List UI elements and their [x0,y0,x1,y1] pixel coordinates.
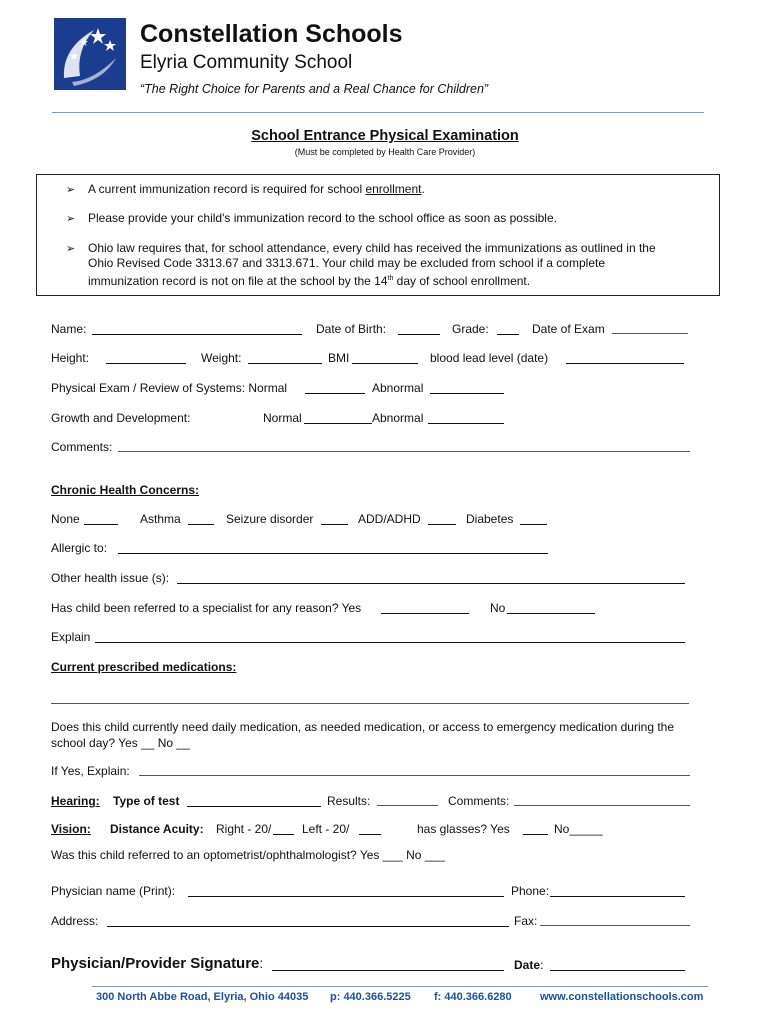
none-label: None [51,512,80,526]
footer-fax: f: 440.366.6280 [434,991,512,1003]
medications-heading: Current prescribed medications: [51,660,237,674]
dob-label: Date of Birth: [316,322,387,336]
arrow-bullet-icon: ➢ [66,184,76,196]
address-label: Address: [51,914,99,928]
notice-bullet-2: ➢ Please provide your child's immunization record to the school office as soon as possible. [66,211,557,225]
form-subtitle: (Must be completed by Health Care Provider) [294,147,476,157]
sig-date-field[interactable] [550,958,685,971]
lead-field[interactable] [566,351,684,364]
if-yes-field[interactable] [139,764,690,776]
address-field[interactable] [107,914,509,927]
name-row [51,322,86,336]
fax-label: Fax: [514,914,538,928]
comments-label: Comments: [51,440,113,454]
hearing-type-label: Type of test [113,794,180,808]
explain-label: Explain [51,630,91,644]
notice-bullet-3: ➢ Ohio law requires that, for school attendance, every child has received the immunizations as outlined in the [66,241,656,255]
diabetes-field[interactable] [520,512,547,525]
hearing-results-label: Results: [327,794,371,808]
fax-field[interactable] [540,914,690,926]
distance-acuity-label: Distance Acuity: [110,822,204,836]
glasses-label: has glasses? Yes [417,822,510,836]
org-name: Constellation Schools [140,20,403,48]
name-label: Name: [51,322,87,336]
footer-divider [92,986,708,987]
if-yes-label: If Yes, Explain: [51,764,130,778]
height-field[interactable] [106,351,186,364]
chronic-heading: Chronic Health Concerns: [51,483,200,497]
arrow-bullet-icon: ➢ [66,213,76,225]
dob-field[interactable] [398,322,440,335]
signature-row: Physician/Provider Signature: [51,955,264,972]
left-eye-field[interactable] [359,822,381,835]
physician-name-label: Physician name (Print): [51,884,176,898]
right-eye-label: Right - 20/ [216,822,272,836]
optometrist-referral: Was this child referred to an optometrist/ophthalmologist? Yes ___ No ___ [51,848,445,862]
referred-no-label: No [490,601,506,615]
phys-abnormal-field[interactable] [430,381,504,394]
grade-label: Grade: [452,322,489,336]
tagline: “The Right Choice for Parents and a Real Chance for Children” [140,82,489,96]
name-field[interactable] [92,322,302,335]
height-label: Height: [51,351,90,365]
glasses-yes-field[interactable] [523,822,548,835]
adhd-field[interactable] [428,512,456,525]
explain-field[interactable] [95,630,685,643]
other-health-field[interactable] [177,571,685,584]
header-divider [52,112,704,113]
growth-label: Growth and Development: [51,411,191,425]
referred-label: Has child been referred to a specialist for any reason? Yes [51,601,362,615]
footer-address: 300 North Abbe Road, Elyria, Ohio 44035 [96,991,309,1003]
hearing-results-field[interactable] [377,794,438,806]
weight-field[interactable] [248,351,322,364]
constellation-logo-icon [54,18,126,90]
notice-bullet-1: ➢ A current immunization record is required for school enrollment. [66,182,425,196]
physician-name-field[interactable] [188,884,504,897]
hearing-comments-label: Comments: [448,794,510,808]
school-name: Elyria Community School [140,52,353,73]
growth-normal-label: Normal [263,411,302,425]
notice-bullet-3-line2: Ohio Revised Code 3313.67 and 3313.671. Your child may be excluded from school if a complete [88,256,605,270]
phys-normal-field[interactable] [305,381,365,394]
sig-date-row: Date: [514,958,544,972]
lead-label: blood lead level (date) [430,351,549,365]
arrow-bullet-icon: ➢ [66,243,76,255]
bmi-label: BMI [328,351,350,365]
date-exam-field[interactable] [612,322,688,334]
hearing-type-field[interactable] [187,794,321,807]
other-health-label: Other health issue (s): [51,571,170,585]
none-field[interactable] [84,512,118,525]
footer-phone: p: 440.366.5225 [330,991,411,1003]
med-question-line1: Does this child currently need daily medication, as needed medication, or access to emergency medication during the [51,720,675,734]
growth-normal-field[interactable] [304,411,372,424]
left-eye-label: Left - 20/ [302,822,350,836]
phys-abnormal-label: Abnormal [372,381,424,395]
grade-field[interactable] [497,322,519,335]
allergic-field[interactable] [118,541,548,554]
diabetes-label: Diabetes [466,512,514,526]
signature-field[interactable] [272,957,504,971]
vision-label: Vision: [51,822,91,836]
notice-bullet-3-line3: immunization record is not on file at the school by the 14th day of school enrollment. [88,274,531,288]
right-eye-field[interactable] [273,822,294,835]
footer-website[interactable]: www.constellationschools.com [540,991,704,1003]
medications-field[interactable] [51,692,689,704]
school-logo [54,18,126,90]
weight-label: Weight: [201,351,242,365]
adhd-label: ADD/ADHD [358,512,421,526]
glasses-no-label: No_____ [554,822,603,836]
signature-label: Physician/Provider Signature [51,955,260,972]
phone-field[interactable] [550,884,685,897]
med-question-line2: school day? Yes __ No __ [51,736,190,750]
comments-field[interactable] [118,440,690,452]
phone-label: Phone: [511,884,550,898]
referred-no-field[interactable] [507,601,595,614]
bmi-field[interactable] [352,351,418,364]
seizure-label: Seizure disorder [226,512,314,526]
growth-abnormal-label: Abnormal [372,411,424,425]
allergic-label: Allergic to: [51,541,108,555]
referred-yes-field[interactable] [381,601,469,614]
asthma-field[interactable] [188,512,214,525]
hearing-label: Hearing: [51,794,100,808]
phys-exam-label: Physical Exam / Review of Systems: Normal [51,381,288,395]
hearing-comments-field[interactable] [514,794,690,806]
asthma-label: Asthma [140,512,181,526]
seizure-field[interactable] [321,512,348,525]
date-exam-label: Date of Exam [532,322,605,336]
sig-date-label: Date [514,958,541,972]
form-title: School Entrance Physical Examination [251,128,519,144]
growth-abnormal-field[interactable] [428,411,504,424]
